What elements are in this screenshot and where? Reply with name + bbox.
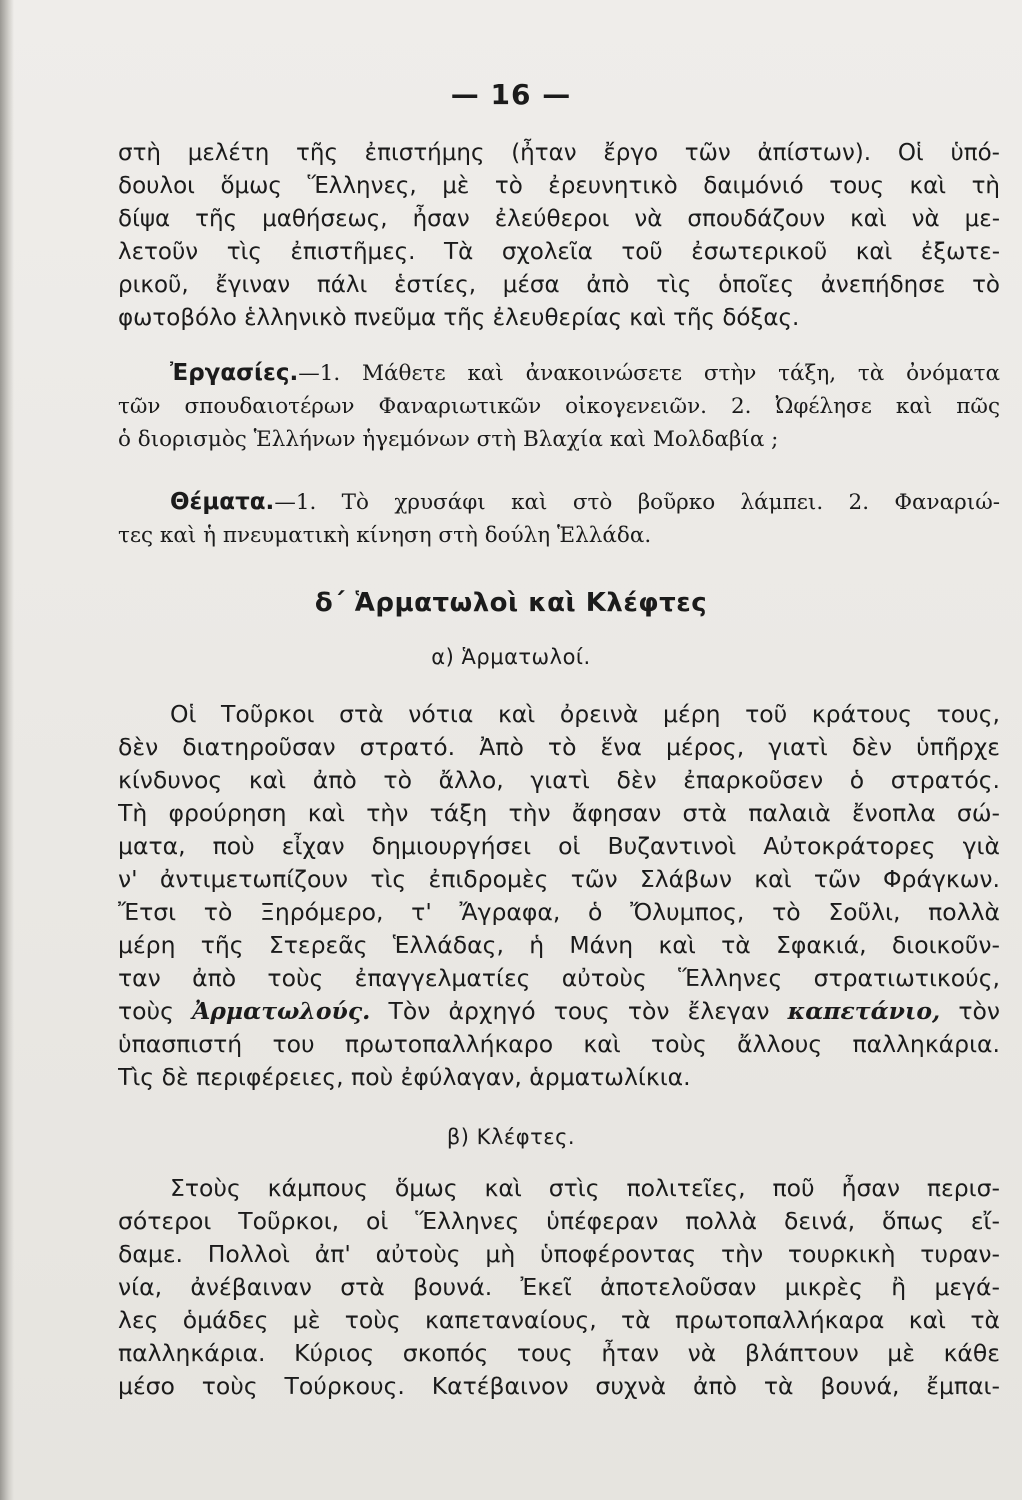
text-line: δὲν διατηροῦσαν στρατό. Ἀπὸ τὸ ἕνα μέρος, γιατὶ δὲν ὑπῆρχε (118, 733, 1000, 761)
line-part: τοὺς (118, 997, 193, 1025)
text-line: δίψα τῆς μαθήσεως, ἦσαν ἐλεύθεροι νὰ σπουδάζουν καὶ νὰ με- (118, 206, 1000, 232)
section-b-heading: β) Κλέφτες. (446, 1125, 576, 1149)
section-a-heading: α) Ἁρματωλοί. (431, 645, 591, 669)
chapter-heading: δ΄ Ἁρματωλοὶ καὶ Κλέφτες (314, 588, 708, 618)
text-line: Τὴ φρούρηση καὶ τὴν τάξη τὴν ἄφησαν στὰ παλαιὰ ἔνοπλα σώ- (118, 799, 1000, 827)
exercises-line: τῶν σπουδαιοτέρων Φαναριωτικῶν οἰκογενειῶν. 2. Ὠφέλησε καὶ πῶς (118, 394, 1000, 419)
exercises-line: ὁ διορισμὸς Ἑλλήνων ἡγεμόνων στὴ Βλαχία καὶ Μολδαβία ; (118, 427, 779, 452)
paragraph-intro (118, 137, 1000, 335)
section-a-body (118, 698, 1000, 1094)
page-number: — 16 — (450, 78, 572, 111)
topics-block (118, 486, 1000, 552)
text-line: σότεροι Τοῦρκοι, οἱ Ἕλληνες ὑπέφεραν πολλὰ δεινά, ὅπως εἴ- (118, 1207, 1000, 1235)
page-edge-shadow (0, 0, 14, 1500)
term-armatoloi: Ἀρματωλούς. (192, 997, 371, 1025)
text-line: φωτοβόλο ἑλληνικὸ πνεῦμα τῆς ἐλευθερίας καὶ τῆς δόξας. (118, 305, 800, 331)
text-line: λετοῦν τὶς ἐπιστῆμες. Τὰ σχολεῖα τοῦ ἐσωτερικοῦ καὶ ἐξωτε- (118, 239, 1000, 265)
line-part: τὸν (940, 997, 1000, 1025)
text-line: στὴ μελέτη τῆς ἐπιστήμης (ἦταν ἔργο τῶν ἀπίστων). Οἱ ὑπό- (118, 140, 1000, 166)
topics-line: τες καὶ ἡ πνευματικὴ κίνηση στὴ δούλη Ἑλλάδα. (118, 523, 652, 548)
topics-label: Θέματα. (170, 489, 275, 515)
text-line: ματα, ποὺ εἶχαν δημιουργήσει οἱ Βυζαντινοὶ Αὐτοκράτορες γιὰ (118, 832, 1000, 860)
text-line: ν' ἀντιμετωπίζουν τὶς ἐπιδρομὲς τῶν Σλάβων καὶ τῶν Φράγκων. (118, 865, 1000, 893)
text-line: δουλοι ὅμως Ἕλληνες, μὲ τὸ ἐρευνητικὸ δαιμόνιό τους καὶ τὴ (118, 173, 1000, 199)
text-line: κίνδυνος καὶ ἀπὸ τὸ ἄλλο, γιατὶ δὲν ἐπαρκοῦσεν ὁ στρατός. (118, 766, 1000, 794)
line-part: Τὸν ἀρχηγό τους τὸν ἔλεγαν (370, 997, 788, 1025)
text-line: ταν ἀπὸ τοὺς ἐπαγγελματίες αὐτοὺς Ἕλληνες στρατιωτικούς, (118, 964, 1000, 992)
text-line: ρικοῦ, ἔγιναν πάλι ἑστίες, μέσα ἀπὸ τὶς ὁποῖες ἀνεπήδησε τὸ (118, 272, 1000, 298)
text-line: Στοὺς κάμπους ὅμως καὶ στὶς πολιτεῖες, ποῦ ἦσαν περισ- (170, 1174, 1000, 1202)
exercises-block (118, 357, 1000, 456)
section-b-body (118, 1172, 1000, 1403)
text-line: μέσο τοὺς Τούρκους. Κατέβαινον συχνὰ ἀπὸ τὰ βουνά, ἔμπαι- (118, 1372, 1000, 1400)
text-line: Τὶς δὲ περιφέρειες, ποὺ ἐφύλαγαν, ἁρματωλίκια. (118, 1063, 691, 1091)
text-line: λες ὁμάδες μὲ τοὺς καπεταναίους, τὰ πρωτοπαλλήκαρα καὶ τὰ (118, 1306, 1000, 1334)
topics-text: —1. Τὸ χρυσάφι καὶ στὸ βοῦρκο λάμπει. 2. Φαναριώ- (274, 490, 1000, 515)
exercises-text: —1. Μάθετε καὶ ἀνακοινώσετε στὴν τάξη, τὰ ὀνόματα (298, 361, 1000, 386)
text-line: Ἔτσι τὸ Ξηρόμερο, τ' Ἄγραφα, ὁ Ὄλυμπος, τὸ Σοῦλι, πολλὰ (118, 898, 1000, 926)
text-line: δαμε. Πολλοὶ ἀπ' αὐτοὺς μὴ ὑποφέροντας τὴν τουρκικὴ τυραν- (118, 1240, 1000, 1268)
text-line: Οἱ Τοῦρκοι στὰ νότια καὶ ὀρεινὰ μέρη τοῦ κράτους τους, (170, 700, 1000, 728)
text-line: νία, ἀνέβαιναν στὰ βουνά. Ἐκεῖ ἀποτελοῦσαν μικρὲς ἢ μεγά- (118, 1273, 1000, 1301)
text-line: παλληκάρια. Κύριος σκοπός τους ἦταν νὰ βλάπτουν μὲ κάθε (118, 1339, 1000, 1367)
exercises-label: Ἐργασίες. (170, 360, 299, 386)
text-line: ὑπασπιστή του πρωτοπαλλήκαρο καὶ τοὺς ἄλλους παλληκάρια. (118, 1030, 1000, 1058)
text-line (118, 995, 1000, 1028)
text-line: μέρη τῆς Στερεᾶς Ἑλλάδας, ἡ Μάνη καὶ τὰ Σφακιά, διοικοῦν- (118, 931, 1000, 959)
term-kapetanio: καπετάνιο, (787, 997, 941, 1025)
exercises-line (118, 357, 1000, 390)
topics-line (118, 486, 1000, 519)
